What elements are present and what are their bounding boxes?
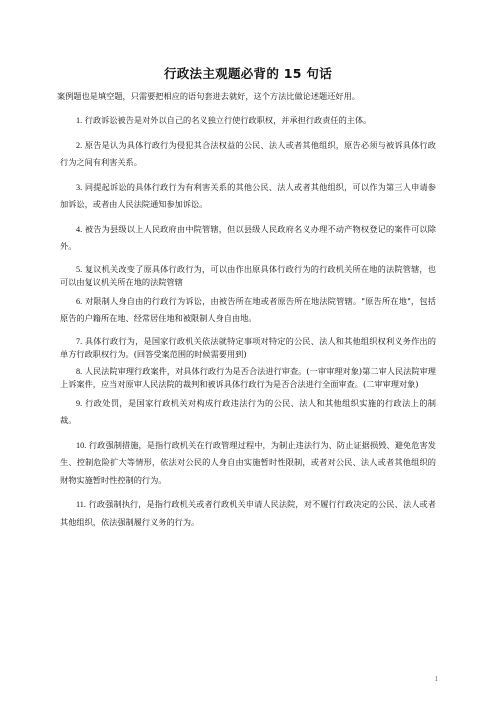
list-item	[60, 395, 436, 430]
item-text: 对限制人身自由的行政行为诉讼，由被告所在地或者原告所在地法院管辖。"原告所在地"，包括原告的户籍所在地、经常居住地和被限制人身自由地。	[60, 295, 436, 323]
item-text: 行政处罚，是国家行政机关对构成行政违法行为的公民、法人和其他组织实施的行政法上的制裁。	[60, 397, 436, 425]
item-number: 11.	[76, 500, 86, 509]
list-item	[60, 293, 436, 328]
list-item	[60, 365, 436, 391]
item-number: 1.	[76, 116, 83, 125]
list-item	[60, 221, 436, 256]
list-item	[60, 335, 436, 361]
list-item	[60, 437, 436, 490]
item-text: 人民法院审理行政案件，对具体行政行为是否合法进行审查。(一审审理对象)第二审人民法院审理上诉案件，应当对原审人民法院的裁判和被诉具体行政行为是否合法进行全面审查。(二审审理对象)	[60, 365, 436, 389]
intro-paragraph: 案例题也是填空题，只需要把相应的语句套进去就好，这个方法比做论述题还好用。	[57, 91, 360, 101]
item-number: 9.	[76, 398, 83, 408]
list-item	[60, 179, 436, 214]
item-number: 3.	[76, 182, 83, 192]
item-text: 原告是认为具体行政行为侵犯其合法权益的公民、法人或者其他组织，原告必须与被诉具体行政行为之间有利害关系。	[60, 139, 436, 167]
item-text: 行政强制执行，是指行政机关或者行政机关申请人民法院，对不履行行政决定的公民、法人或者其他组织，依法强制履行义务的行为。	[60, 499, 436, 527]
item-number: 6.	[76, 296, 83, 306]
item-number: 7.	[76, 336, 83, 346]
item-text: 行政诉讼被告是对外以自己的名义独立行使行政职权，并承担行政责任的主体。	[84, 115, 372, 125]
item-text: 行政强制措施，是指行政机关在行政管理过程中，为制止违法行为、防止证据损毁、避免危害发生、控制危险扩大等情形，依法对公民的人身自由实施暂时性限制，或者对公民、法人或者其他组织的财物实施暂时性控制的行为。	[60, 439, 436, 485]
item-text: 具体行政行为，是国家行政机关依法就特定事项对特定的公民、法人和其他组织权利义务作出的单方行政职权行为。(回答受案范围的时候需要用到)	[60, 335, 436, 359]
list-item	[60, 263, 436, 289]
item-number: 8.	[76, 366, 83, 376]
item-text: 同提起诉讼的具体行政行为有利害关系的其他公民、法人或者其他组织，可以作为第三人申请参加诉讼，或者由人民法院通知参加诉讼。	[60, 181, 436, 209]
item-number: 4.	[76, 224, 83, 234]
item-text: 被告为县级以上人民政府由中院管辖，但以县级人民政府名义办理不动产物权登记的案件可以除外。	[60, 223, 436, 251]
item-number: 5.	[76, 264, 83, 274]
document-title: 行政法主观题必背的 15 句话	[163, 66, 333, 81]
item-text: 复议机关改变了原具体行政行为，可以由作出原具体行政行为的行政机关所在地的法院管辖，也可以由复议机关所在地的法院管辖	[60, 263, 436, 287]
list-item	[60, 137, 436, 172]
list-item	[60, 496, 436, 531]
item-number: 2.	[76, 140, 83, 150]
item-number: 10.	[76, 440, 87, 450]
list-item	[60, 112, 436, 130]
page-number: 1	[434, 675, 438, 683]
